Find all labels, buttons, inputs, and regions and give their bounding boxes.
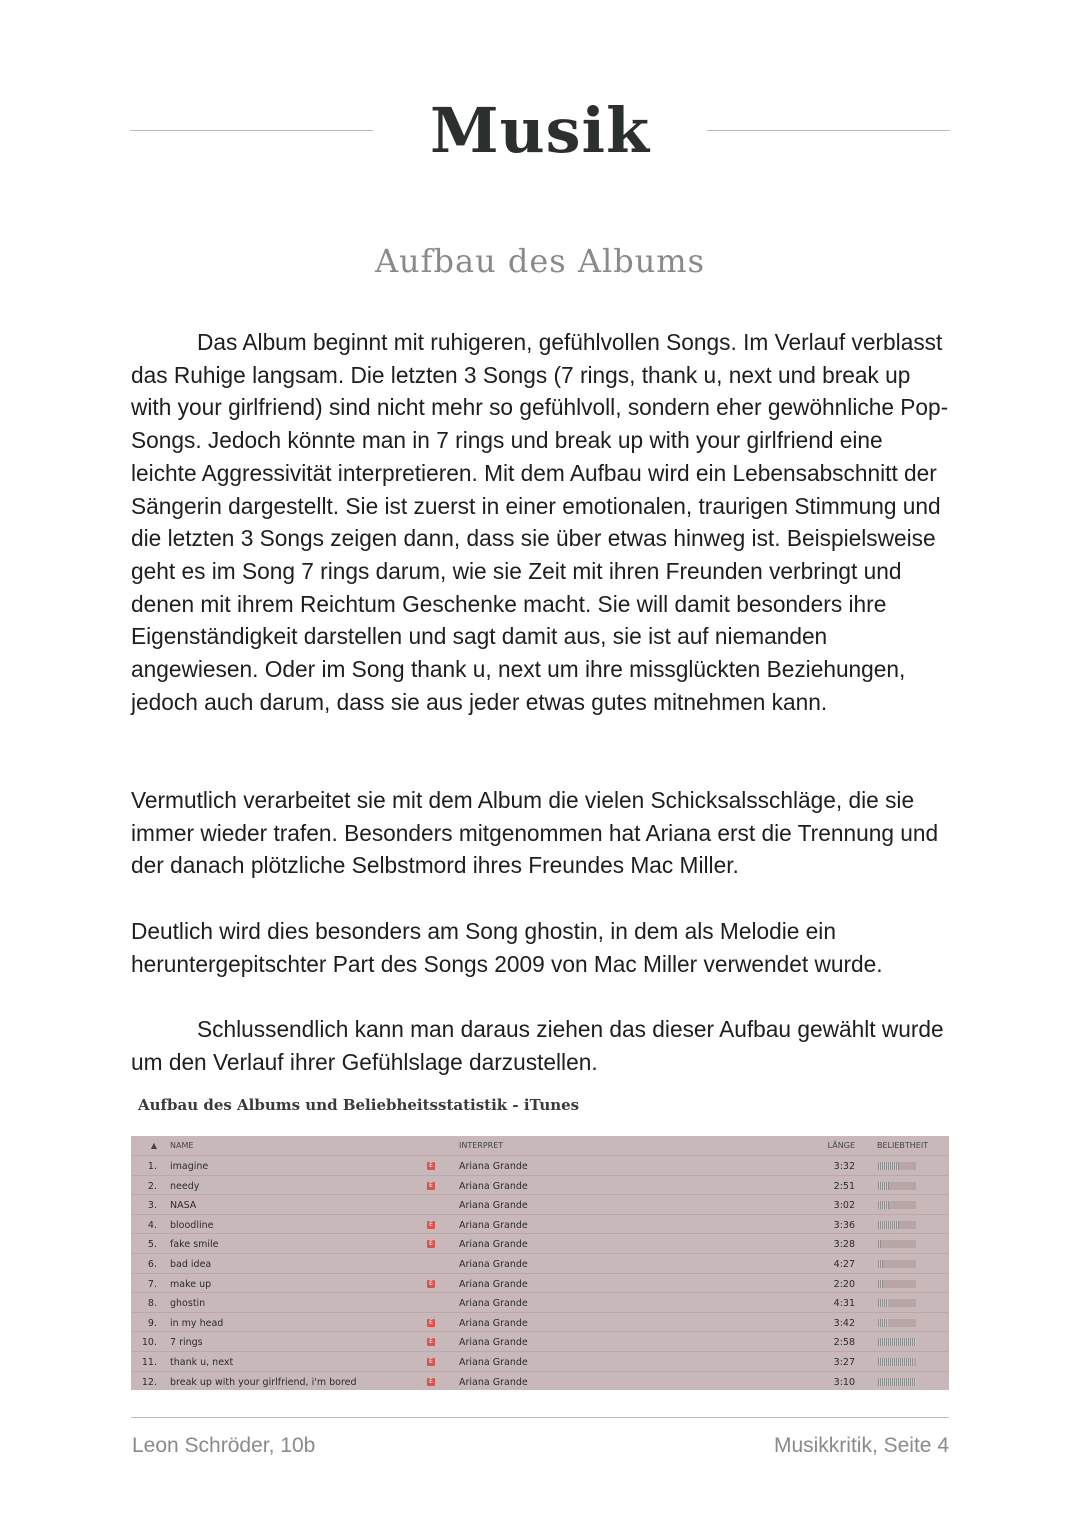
track-length: 3:02 xyxy=(833,1200,855,1212)
track-artist: Ariana Grande xyxy=(459,1161,528,1172)
track-length: 3:36 xyxy=(833,1219,855,1231)
paragraph-4 xyxy=(131,1013,953,1078)
popularity-bar xyxy=(878,1221,916,1229)
track-name: bloodline xyxy=(170,1219,214,1231)
track-number: 2. xyxy=(147,1180,157,1192)
title-row xyxy=(130,88,950,178)
popularity-bar xyxy=(878,1378,916,1386)
footer-page: Musikkritik, Seite 4 xyxy=(773,1434,949,1457)
popularity-bar xyxy=(878,1358,916,1366)
popularity-bar-fill xyxy=(878,1358,914,1366)
track-artist: Ariana Grande xyxy=(459,1239,528,1251)
page-title: Musik xyxy=(429,94,651,167)
track-artist: Ariana Grande xyxy=(459,1200,528,1212)
popularity-bar-fill xyxy=(878,1299,888,1307)
table-row[interactable] xyxy=(131,1312,949,1332)
header-artist[interactable]: INTERPRET xyxy=(459,1141,504,1150)
paragraph-1 xyxy=(131,326,953,718)
explicit-icon: E xyxy=(427,1240,435,1248)
paragraph-3-text: Deutlich wird dies besonders am Song ghostin, in dem als Melodie ein heruntergepitschter Part des Songs 2009 von Mac Miller verwendet wurde. xyxy=(131,918,883,977)
track-length: 4:31 xyxy=(833,1298,855,1310)
sort-ascending-icon[interactable]: ▲ xyxy=(150,1141,157,1150)
track-number: 1. xyxy=(147,1161,157,1172)
popularity-bar xyxy=(878,1240,916,1248)
track-artist: Ariana Grande xyxy=(459,1357,528,1368)
track-number: 5. xyxy=(147,1239,157,1251)
track-length: 3:28 xyxy=(833,1239,855,1251)
table-row[interactable] xyxy=(131,1194,949,1214)
table-row[interactable] xyxy=(131,1371,949,1391)
track-artist: Ariana Grande xyxy=(459,1219,528,1231)
track-number: 12. xyxy=(141,1376,157,1388)
popularity-bar xyxy=(878,1338,916,1346)
header-popularity[interactable]: BELIEBTHEIT xyxy=(877,1141,929,1150)
track-artist: Ariana Grande xyxy=(459,1337,528,1349)
track-length: 3:10 xyxy=(833,1376,855,1388)
title-divider-right xyxy=(707,130,950,131)
paragraph-2-text: Vermutlich verarbeitet sie mit dem Album die vielen Schicksalsschläge, die sie immer wieder trafen. Besonders mitgenommen hat Ariana erst die Trennung und der danach plötzliche Selbstmord ihres Freundes Mac Miller. xyxy=(131,787,939,879)
paragraph-1-text: Das Album beginnt mit ruhigeren, gefühlvollen Songs. Im Verlauf verblasst das Ruhige langsam. Die letzten 3 Songs (7 rings, thank u, next und break up with your girlfriend) sind nicht mehr so gefühlvoll, sondern eher gewöhnliche Pop-Songs. Jedoch könnte man in 7 rings und break up with your girlfriend eine leichte Aggressivität interpretieren. Mit dem Aufbau wird ein Lebensabschnitt der Sängerin dargestellt. Sie ist zuerst in einer emotionalen, traurigen Stimmung und die letzten 3 Songs zeigen dann, dass sie über etwas hinweg ist. Beispielsweise geht es im Song 7 rings darum, wie sie Zeit mit ihren Freunden verbringt und denen mit ihrem Reichtum Geschenke macht. Sie will damit besonders ihre Eigenständigkeit darstellen und sagt damit aus, sie ist auf niemanden angewiesen. Oder im Song thank u, next um ihre missglückten Beziehungen, jedoch auch darum, dass sie aus jeder etwas gutes mitnehmen kann. xyxy=(131,329,949,715)
table-row[interactable] xyxy=(131,1292,949,1312)
track-name: ghostin xyxy=(170,1298,206,1310)
explicit-icon: E xyxy=(427,1378,435,1386)
table-row[interactable] xyxy=(131,1233,949,1253)
track-number: 3. xyxy=(147,1200,157,1212)
track-artist: Ariana Grande xyxy=(459,1317,528,1329)
popularity-bar xyxy=(878,1162,916,1170)
footer-divider xyxy=(131,1417,949,1418)
table-caption: Aufbau des Albums und Beliebheitsstatistik - iTunes xyxy=(138,1096,580,1114)
popularity-bar xyxy=(878,1201,916,1209)
paragraph-4-text: Schlussendlich kann man daraus ziehen das dieser Aufbau gewählt wurde um den Verlauf ihrer Gefühlslage darzustellen. xyxy=(131,1016,944,1075)
track-artist: Ariana Grande xyxy=(459,1298,528,1310)
explicit-icon: E xyxy=(427,1338,435,1346)
track-length: 4:27 xyxy=(833,1259,855,1270)
popularity-bar-fill xyxy=(878,1162,899,1170)
popularity-bar xyxy=(878,1182,916,1190)
track-number: 7. xyxy=(147,1278,157,1290)
explicit-icon: E xyxy=(427,1162,435,1170)
track-length: 3:32 xyxy=(833,1161,855,1172)
track-name: break up with your girlfriend, i'm bored xyxy=(170,1376,357,1388)
track-length: 2:51 xyxy=(833,1180,855,1192)
track-name: fake smile xyxy=(170,1239,219,1251)
explicit-icon: E xyxy=(427,1221,435,1229)
track-length: 3:27 xyxy=(833,1357,855,1368)
popularity-bar-fill xyxy=(878,1201,889,1209)
popularity-bar xyxy=(878,1299,916,1307)
table-row[interactable] xyxy=(131,1331,949,1351)
track-artist: Ariana Grande xyxy=(459,1180,528,1192)
table-row[interactable] xyxy=(131,1273,949,1293)
popularity-bar-fill xyxy=(878,1319,888,1327)
explicit-icon: E xyxy=(427,1280,435,1288)
popularity-bar-fill xyxy=(878,1221,899,1229)
explicit-icon: E xyxy=(427,1319,435,1327)
header-length[interactable]: LÄNGE xyxy=(827,1141,855,1150)
track-number: 8. xyxy=(147,1298,157,1310)
paragraph-3 xyxy=(131,915,953,980)
track-number: 4. xyxy=(147,1219,157,1231)
popularity-bar xyxy=(878,1260,916,1268)
itunes-track-table xyxy=(131,1136,949,1390)
track-name: NASA xyxy=(170,1200,197,1212)
track-length: 3:42 xyxy=(833,1317,855,1329)
track-number: 9. xyxy=(147,1317,157,1329)
popularity-bar xyxy=(878,1280,916,1288)
table-header-row xyxy=(131,1136,949,1155)
track-name: 7 rings xyxy=(170,1337,203,1349)
popularity-bar xyxy=(878,1319,916,1327)
table-row[interactable] xyxy=(131,1155,949,1175)
track-length: 2:20 xyxy=(833,1278,855,1290)
track-length: 2:58 xyxy=(833,1337,855,1349)
track-number: 10. xyxy=(141,1337,157,1349)
track-name: bad idea xyxy=(170,1259,212,1270)
table-row[interactable] xyxy=(131,1351,949,1371)
track-artist: Ariana Grande xyxy=(459,1376,528,1388)
track-name: imagine xyxy=(170,1161,209,1172)
track-name: make up xyxy=(170,1278,212,1290)
table-row[interactable] xyxy=(131,1175,949,1195)
section-heading: Aufbau des Albums xyxy=(374,242,706,280)
track-artist: Ariana Grande xyxy=(459,1278,528,1290)
table-row[interactable] xyxy=(131,1214,949,1234)
track-artist: Ariana Grande xyxy=(459,1259,528,1270)
popularity-bar-fill xyxy=(878,1280,883,1288)
header-name[interactable]: NAME xyxy=(170,1141,194,1150)
track-number: 6. xyxy=(147,1259,157,1270)
explicit-icon: E xyxy=(427,1182,435,1190)
popularity-bar-fill xyxy=(878,1338,916,1346)
popularity-bar-fill xyxy=(878,1182,889,1190)
paragraph-2 xyxy=(131,784,953,882)
footer-author: Leon Schröder, 10b xyxy=(132,1434,316,1457)
track-number: 11. xyxy=(141,1357,157,1368)
popularity-bar-fill xyxy=(878,1240,881,1248)
track-name: needy xyxy=(170,1180,200,1192)
popularity-bar-fill xyxy=(878,1378,916,1386)
track-name: in my head xyxy=(170,1317,224,1329)
popularity-bar-fill xyxy=(878,1260,883,1268)
explicit-icon: E xyxy=(427,1358,435,1366)
table-row[interactable] xyxy=(131,1253,949,1273)
track-name: thank u, next xyxy=(170,1357,234,1368)
